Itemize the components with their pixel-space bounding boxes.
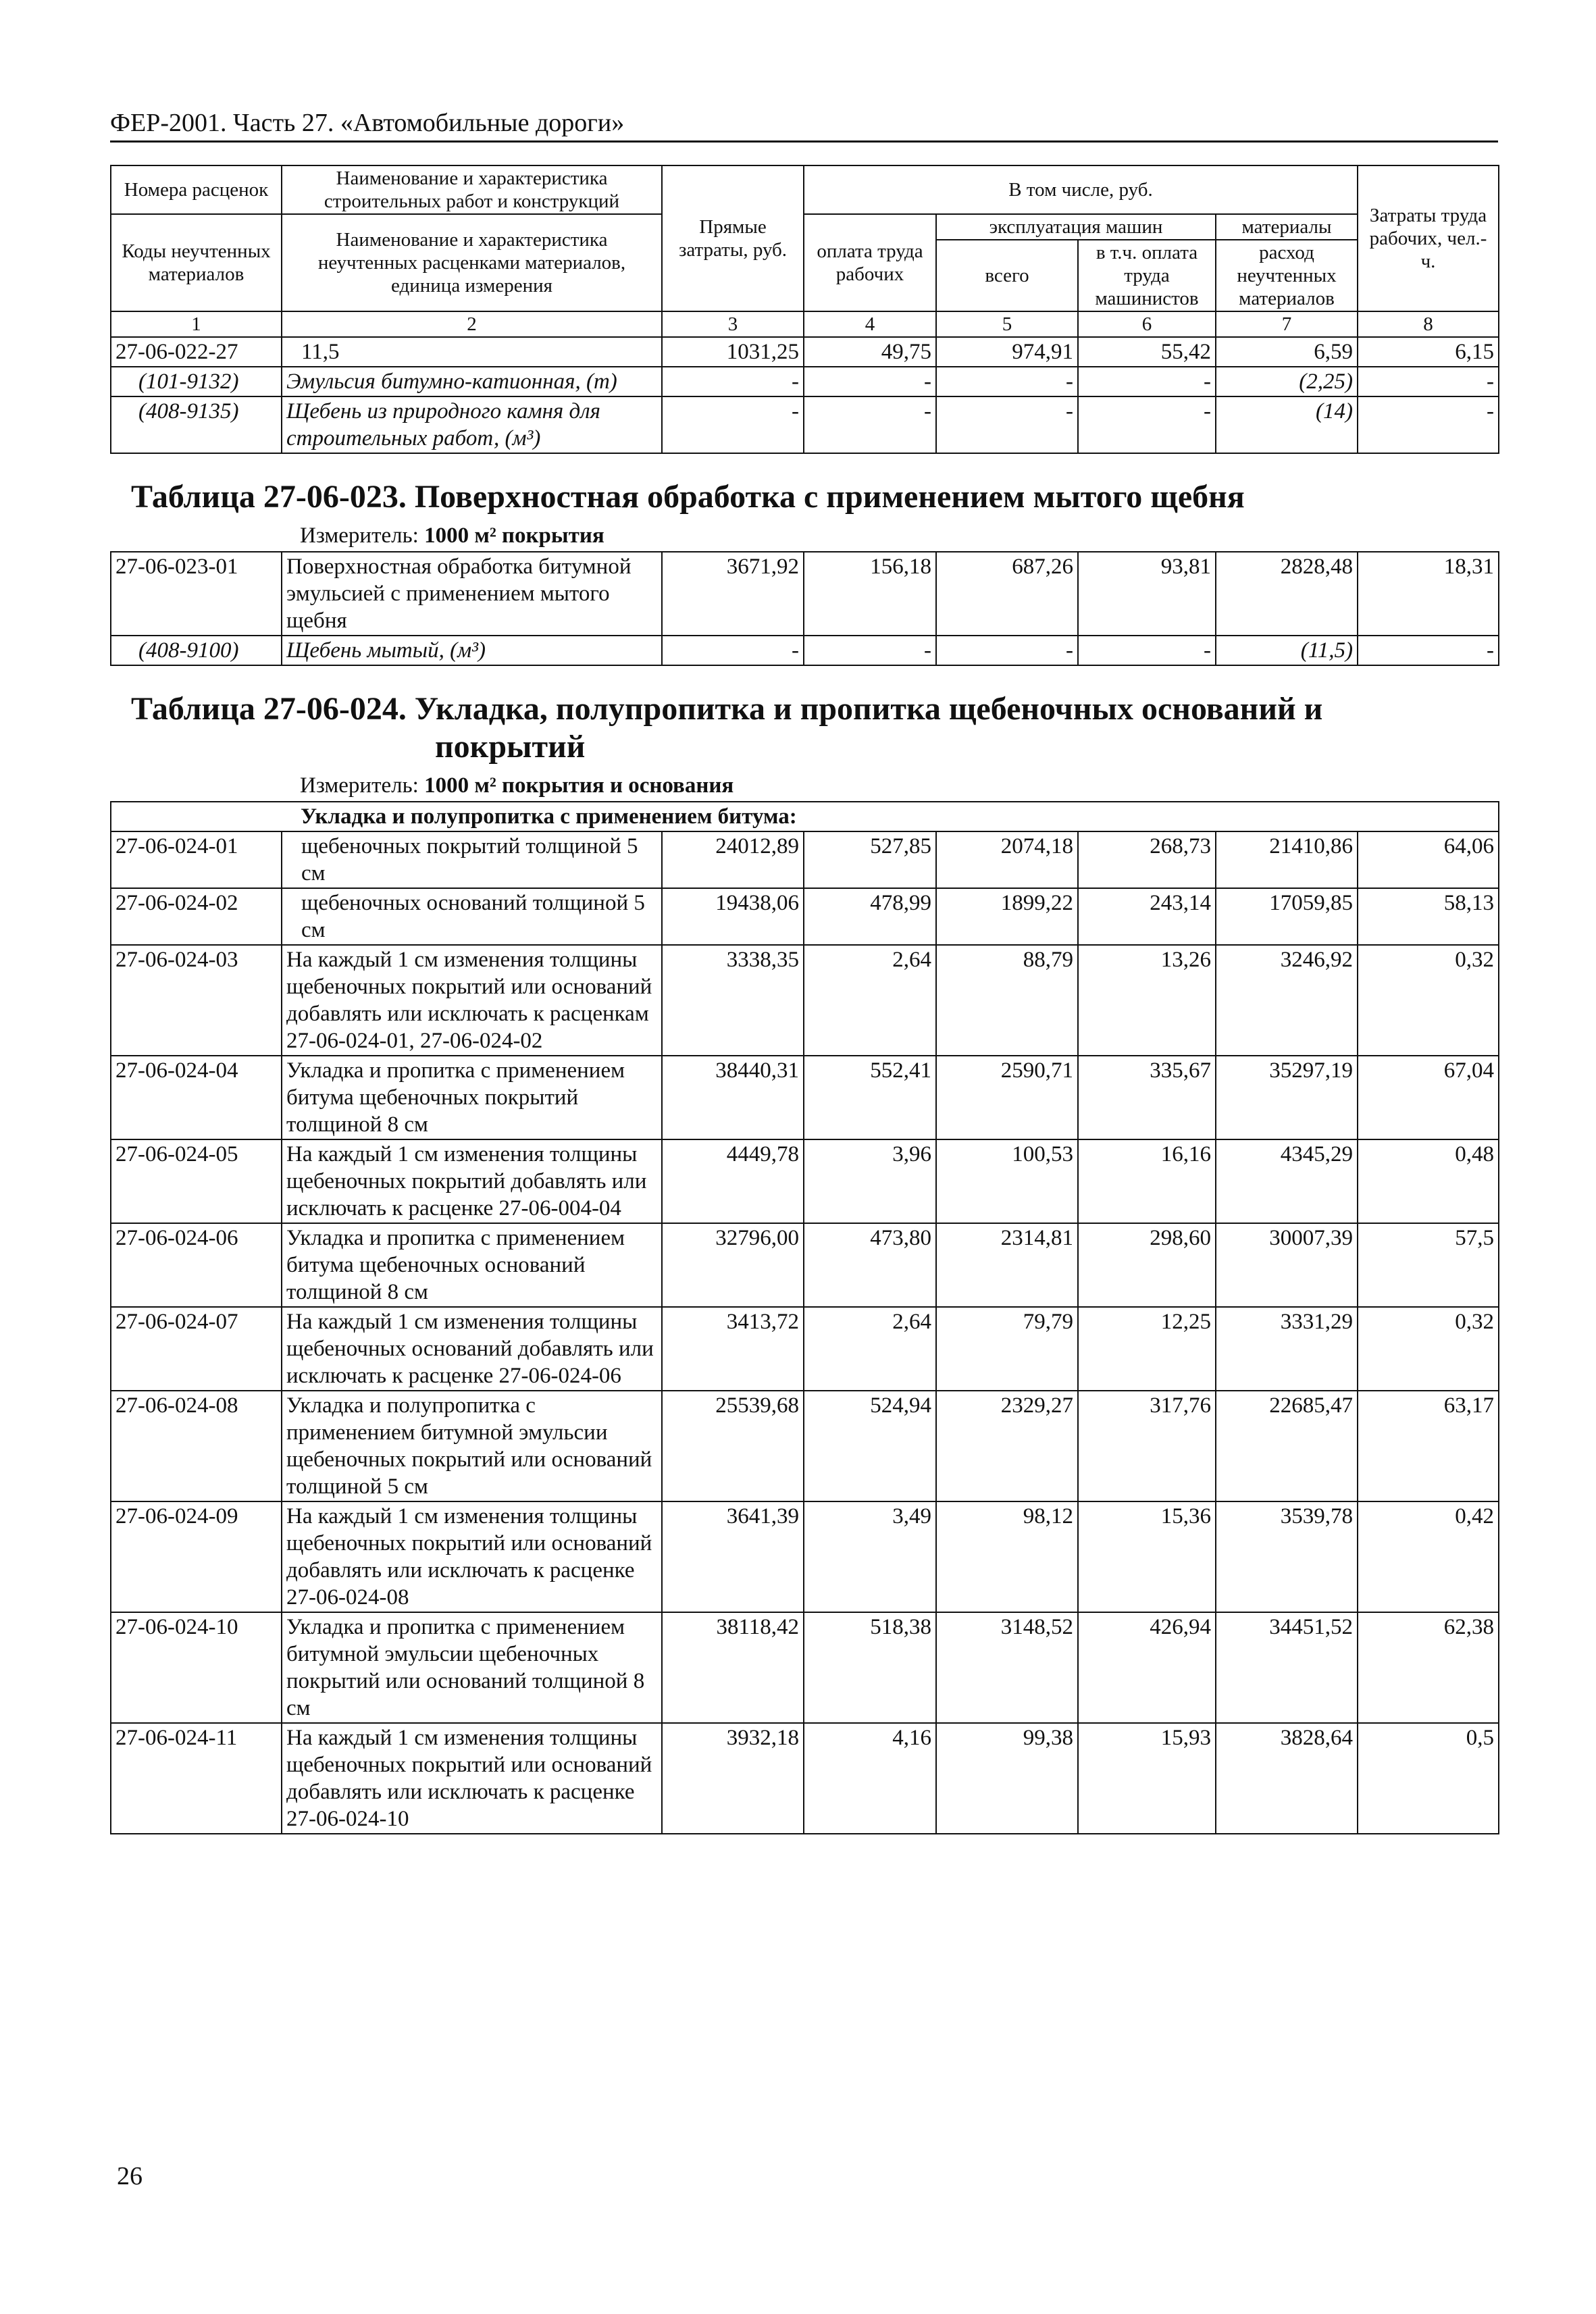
unit-line: Измеритель: 1000 м² покрытия (300, 523, 604, 548)
rate-description: щебеночных оснований толщиной 5 см (282, 888, 662, 945)
machine-total: 98,12 (936, 1501, 1078, 1612)
operator-pay: 55,42 (1078, 337, 1216, 367)
rate-description: На каждый 1 см изменения толщины щебеночных покрытий или оснований добавлять или исключать к расценкам 27-06-024-01, 27-06-024-02 (282, 945, 662, 1056)
materials-cost: 3331,29 (1216, 1307, 1358, 1391)
direct-costs: 38440,31 (662, 1056, 804, 1139)
machine-total: 2074,18 (936, 831, 1078, 888)
rate-code: 27-06-024-01 (111, 831, 282, 888)
labor-hours: - (1358, 367, 1499, 396)
col-material-codes-header: Коды неучтенных материалов (111, 214, 282, 311)
subheading: Укладка и полупропитка с применением битума: (111, 802, 1499, 831)
material-row (111, 396, 1499, 453)
labor-hours: 57,5 (1358, 1223, 1499, 1307)
material-code: (408-9100) (111, 636, 282, 665)
direct-costs: - (662, 367, 804, 396)
operator-pay: - (1078, 367, 1216, 396)
col-material-consumption-header: расход неучтенных материалов (1216, 240, 1358, 311)
table-row (111, 1307, 1499, 1391)
machine-total: 2590,71 (936, 1056, 1078, 1139)
direct-costs: 3641,39 (662, 1501, 804, 1612)
worker-pay: 49,75 (804, 337, 936, 367)
col-machine-total-header: всего (936, 240, 1078, 311)
worker-pay: - (804, 636, 936, 665)
table-row (111, 1223, 1499, 1307)
machine-total: 2329,27 (936, 1391, 1078, 1501)
labor-hours: 6,15 (1358, 337, 1499, 367)
labor-hours: 63,17 (1358, 1391, 1499, 1501)
materials-header: материалы (1216, 214, 1358, 240)
operator-pay: - (1078, 396, 1216, 453)
direct-costs: 3671,92 (662, 552, 804, 636)
direct-costs: - (662, 396, 804, 453)
rate-code: 27-06-024-08 (111, 1391, 282, 1501)
materials-cost: 34451,52 (1216, 1612, 1358, 1723)
material-description: Эмульсия битумно-катионная, (т) (282, 367, 662, 396)
worker-pay: 3,96 (804, 1139, 936, 1223)
table-row (111, 1391, 1499, 1501)
table-row (111, 1056, 1499, 1139)
col-num: 6 (1078, 311, 1216, 337)
col-num: 8 (1358, 311, 1499, 337)
machine-total: 1899,22 (936, 888, 1078, 945)
materials-cost: 3828,64 (1216, 1723, 1358, 1834)
rate-description: Укладка и пропитка с применением битума щебеночных оснований толщиной 8 см (282, 1223, 662, 1307)
material-code: (101-9132) (111, 367, 282, 396)
materials-cost: 4345,29 (1216, 1139, 1358, 1223)
table-row (111, 337, 1499, 367)
col-material-name-header: Наименование и характеристика неучтенных расценками материалов, единица измерения (282, 214, 662, 311)
rate-code: 27-06-024-11 (111, 1723, 282, 1834)
material-row (111, 367, 1499, 396)
materials-cost: 35297,19 (1216, 1056, 1358, 1139)
table-row (111, 945, 1499, 1056)
machine-total: 974,91 (936, 337, 1078, 367)
machine-total: 687,26 (936, 552, 1078, 636)
rate-description: На каждый 1 см изменения толщины щебеночных покрытий добавлять или исключать к расценке 27-06-004-04 (282, 1139, 662, 1223)
col-rate-number-header: Номера расценок (111, 165, 282, 214)
materials-cost: 21410,86 (1216, 831, 1358, 888)
rate-description: Укладка и пропитка с применением битумной эмульсии щебеночных покрытий или оснований толщиной 8 см (282, 1612, 662, 1723)
col-worker-pay-header: оплата труда рабочих (804, 214, 936, 311)
rate-code: 27-06-024-10 (111, 1612, 282, 1723)
operator-pay: 268,73 (1078, 831, 1216, 888)
direct-costs: 32796,00 (662, 1223, 804, 1307)
rate-code: 27-06-022-27 (111, 337, 282, 367)
rate-description: Укладка и пропитка с применением битума щебеночных покрытий толщиной 8 см (282, 1056, 662, 1139)
table-row (111, 552, 1499, 636)
table-title-row (111, 665, 1499, 802)
rate-description: На каждый 1 см изменения толщины щебеночных покрытий или оснований добавлять или исключать к расценке 27-06-024-10 (282, 1723, 662, 1834)
col-direct-costs-header: Прямые затраты, руб. (662, 165, 804, 311)
rate-description: Поверхностная обработка битумной эмульсией с применением мытого щебня (282, 552, 662, 636)
col-work-name-header: Наименование и характеристика строительных работ и конструкций (282, 165, 662, 214)
material-description: Щебень мытый, (м³) (282, 636, 662, 665)
materials-cost: 2828,48 (1216, 552, 1358, 636)
labor-hours: 0,48 (1358, 1139, 1499, 1223)
table-row (111, 831, 1499, 888)
direct-costs: 3932,18 (662, 1723, 804, 1834)
direct-costs: 25539,68 (662, 1391, 804, 1501)
column-number-row (111, 311, 1499, 337)
subheading-row (111, 802, 1499, 831)
materials-cost: 3246,92 (1216, 945, 1358, 1056)
labor-hours: 18,31 (1358, 552, 1499, 636)
rate-code: 27-06-024-07 (111, 1307, 282, 1391)
operator-pay: 335,67 (1078, 1056, 1216, 1139)
labor-hours: 0,5 (1358, 1723, 1499, 1834)
labor-hours: 0,42 (1358, 1501, 1499, 1612)
operator-pay: 243,14 (1078, 888, 1216, 945)
labor-hours: 67,04 (1358, 1056, 1499, 1139)
operator-pay: 16,16 (1078, 1139, 1216, 1223)
page-header: ФЕР-2001. Часть 27. «Автомобильные дороги» (110, 109, 625, 137)
operator-pay: 93,81 (1078, 552, 1216, 636)
labor-hours: - (1358, 636, 1499, 665)
operator-pay: - (1078, 636, 1216, 665)
worker-pay: 2,64 (804, 945, 936, 1056)
col-num: 5 (936, 311, 1078, 337)
machine-total: - (936, 367, 1078, 396)
rate-description: щебеночных покрытий толщиной 5 см (282, 831, 662, 888)
table-title: Таблица 27-06-024. Укладка, полупропитка и пропитка щебеночных оснований и покрытий (131, 691, 1323, 765)
direct-costs: - (662, 636, 804, 665)
direct-costs: 3413,72 (662, 1307, 804, 1391)
operator-pay: 15,93 (1078, 1723, 1216, 1834)
rates-table (110, 165, 1499, 1834)
direct-costs: 1031,25 (662, 337, 804, 367)
col-num: 3 (662, 311, 804, 337)
machine-total: 79,79 (936, 1307, 1078, 1391)
worker-pay: 2,64 (804, 1307, 936, 1391)
worker-pay: 552,41 (804, 1056, 936, 1139)
rate-code: 27-06-024-05 (111, 1139, 282, 1223)
unit-line: Измеритель: 1000 м² покрытия и основания (300, 773, 734, 798)
machine-total: - (936, 636, 1078, 665)
direct-costs: 19438,06 (662, 888, 804, 945)
rate-description: 11,5 (282, 337, 662, 367)
col-num: 1 (111, 311, 282, 337)
direct-costs: 4449,78 (662, 1139, 804, 1223)
operator-pay: 12,25 (1078, 1307, 1216, 1391)
material-code: (408-9135) (111, 396, 282, 453)
rate-description: На каждый 1 см изменения толщины щебеночных оснований добавлять или исключать к расценке 27-06-024-06 (282, 1307, 662, 1391)
materials-cost: 30007,39 (1216, 1223, 1358, 1307)
rate-code: 27-06-023-01 (111, 552, 282, 636)
page-number: 26 (117, 2162, 143, 2190)
machine-operation-header: эксплуатация машин (936, 214, 1216, 240)
labor-hours: 62,38 (1358, 1612, 1499, 1723)
table-row (111, 1612, 1499, 1723)
operator-pay: 298,60 (1078, 1223, 1216, 1307)
operator-pay: 426,94 (1078, 1612, 1216, 1723)
table-title: Таблица 27-06-023. Поверхностная обработка с применением мытого щебня (131, 479, 1245, 515)
worker-pay: 524,94 (804, 1391, 936, 1501)
labor-hours: 0,32 (1358, 945, 1499, 1056)
table-row (111, 1501, 1499, 1612)
worker-pay: 473,80 (804, 1223, 936, 1307)
header-row-1 (111, 165, 1499, 214)
machine-total: 99,38 (936, 1723, 1078, 1834)
material-consumption: (2,25) (1216, 367, 1358, 396)
rate-code: 27-06-024-06 (111, 1223, 282, 1307)
machine-total: 88,79 (936, 945, 1078, 1056)
col-operator-pay-header: в т.ч. оплата труда машинистов (1078, 240, 1216, 311)
rate-code: 27-06-024-09 (111, 1501, 282, 1612)
material-description: Щебень из природного камня для строительных работ, (м³) (282, 396, 662, 453)
worker-pay: - (804, 396, 936, 453)
materials-cost: 3539,78 (1216, 1501, 1358, 1612)
labor-hours: 58,13 (1358, 888, 1499, 945)
materials-cost: 6,59 (1216, 337, 1358, 367)
material-consumption: (11,5) (1216, 636, 1358, 665)
col-num: 2 (282, 311, 662, 337)
material-row (111, 636, 1499, 665)
materials-cost: 22685,47 (1216, 1391, 1358, 1501)
col-num: 7 (1216, 311, 1358, 337)
direct-costs: 3338,35 (662, 945, 804, 1056)
including-header: В том числе, руб. (804, 165, 1358, 214)
table-row (111, 1723, 1499, 1834)
rate-description: Укладка и полупропитка с применением битумной эмульсии щебеночных покрытий или оснований толщиной 5 см (282, 1391, 662, 1501)
header-row-2 (111, 214, 1499, 240)
rate-code: 27-06-024-03 (111, 945, 282, 1056)
material-consumption: (14) (1216, 396, 1358, 453)
worker-pay: 527,85 (804, 831, 936, 888)
machine-total: - (936, 396, 1078, 453)
worker-pay: 478,99 (804, 888, 936, 945)
machine-total: 2314,81 (936, 1223, 1078, 1307)
worker-pay: 4,16 (804, 1723, 936, 1834)
machine-total: 100,53 (936, 1139, 1078, 1223)
materials-cost: 17059,85 (1216, 888, 1358, 945)
worker-pay: 156,18 (804, 552, 936, 636)
operator-pay: 317,76 (1078, 1391, 1216, 1501)
col-num: 4 (804, 311, 936, 337)
worker-pay: - (804, 367, 936, 396)
table-row (111, 888, 1499, 945)
worker-pay: 3,49 (804, 1501, 936, 1612)
operator-pay: 15,36 (1078, 1501, 1216, 1612)
table-row (111, 1139, 1499, 1223)
labor-hours: 0,32 (1358, 1307, 1499, 1391)
rate-code: 27-06-024-04 (111, 1056, 282, 1139)
direct-costs: 24012,89 (662, 831, 804, 888)
header-rule (110, 140, 1498, 143)
worker-pay: 518,38 (804, 1612, 936, 1723)
direct-costs: 38118,42 (662, 1612, 804, 1723)
rate-code: 27-06-024-02 (111, 888, 282, 945)
table-title-row (111, 453, 1499, 552)
machine-total: 3148,52 (936, 1612, 1078, 1723)
operator-pay: 13,26 (1078, 945, 1216, 1056)
col-labor-hours-header: Затраты труда рабочих, чел.-ч. (1358, 165, 1499, 311)
labor-hours: - (1358, 396, 1499, 453)
rate-description: На каждый 1 см изменения толщины щебеночных покрытий или оснований добавлять или исключать к расценке 27-06-024-08 (282, 1501, 662, 1612)
labor-hours: 64,06 (1358, 831, 1499, 888)
